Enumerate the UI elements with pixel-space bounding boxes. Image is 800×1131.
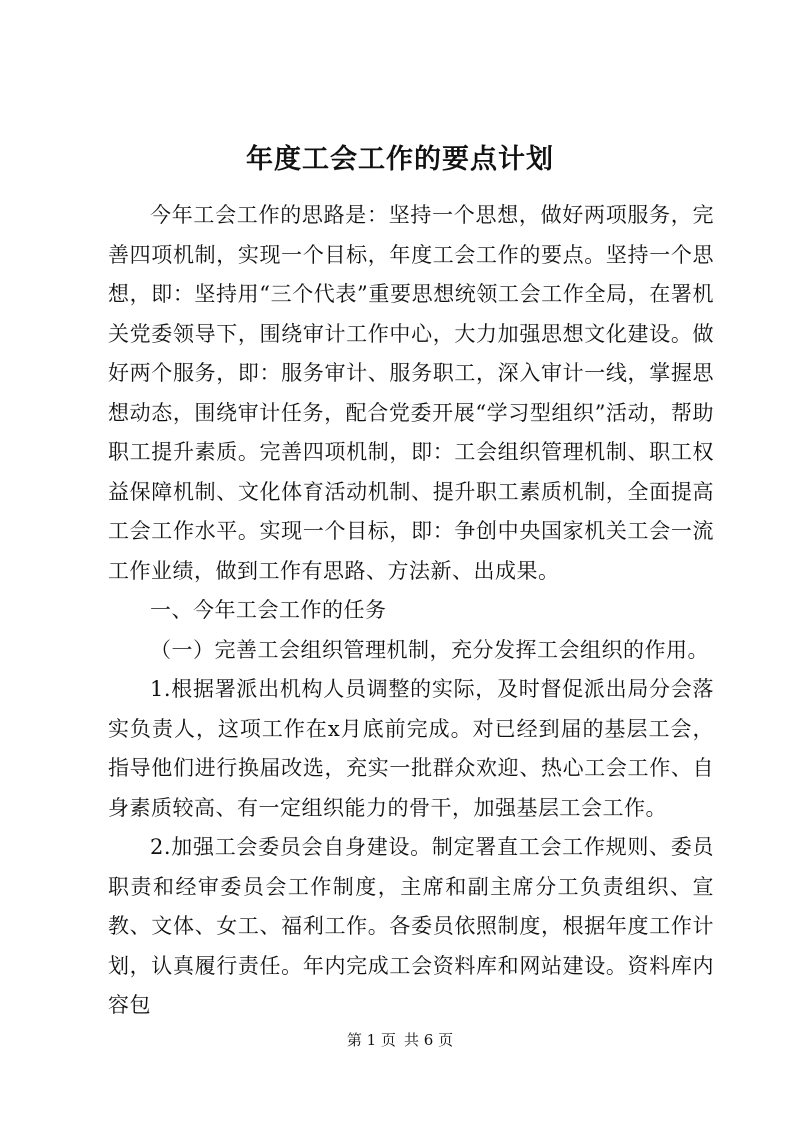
page-number: 第 1 页	[346, 1031, 396, 1049]
paragraph-item-2: 2.加强工会委员会自身建设。制定署直工会工作规则、委员职责和经审委员会工作制度，主席和副主席分工负责组织、宣教、文体、女工、福利工作。各委员依照制度，根据年度工作计划，认真履行责任。年内完成工会资料库和网站建设。资料库内容包	[108, 835, 714, 1017]
paragraph-item-1: 1.根据署派出机构人员调整的实际，及时督促派出局分会落实负责人，这项工作在x月底前完成。对已经到届的基层工会，指导他们进行换届改选，充实一批群众欢迎、热心工会工作、自身素质较高、有一定组织能力的骨干，加强基层工会工作。	[108, 677, 714, 820]
page-total: 共 6 页	[404, 1031, 454, 1049]
paragraph-intro: 今年工会工作的思路是：坚持一个思想，做好两项服务，完善四项机制，实现一个目标，年度工会工作的要点。坚持一个思想，即：坚持用“三个代表”重要思想统领工会工作全局，在署机关党委领导下，围绕审计工作中心，大力加强思想文化建设。做好两个服务，即：服务审计、服务职工，深入审计一线，掌握思想动态，围绕审计任务，配合党委开展“学习型组织”活动，帮助职工提升素质。完善四项机制，即：工会组织管理机制、职工权益保障机制、文化体育活动机制、提升职工素质机制，全面提高工会工作水平。实现一个目标，即：争创中央国家机关工会一流工作业绩，做到工作有思路、方法新、出成果。	[108, 203, 714, 583]
document-title: 年度工会工作的要点计划	[246, 144, 554, 175]
page-footer	[0, 1030, 800, 1050]
section-heading: 一、今年工会工作的任务	[150, 598, 387, 622]
subsection-heading: （一）完善工会组织管理机制，充分发挥工会组织的作用。	[150, 637, 709, 662]
document-body	[108, 196, 714, 1026]
